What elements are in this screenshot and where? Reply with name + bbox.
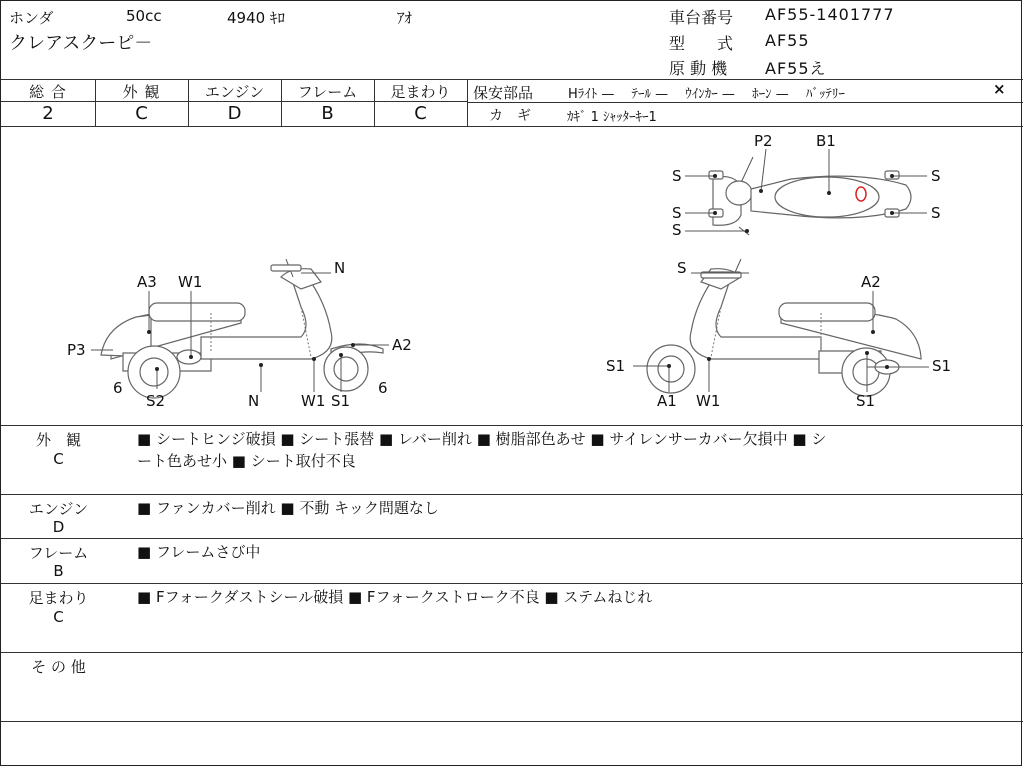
grade-engine-value: D <box>227 103 242 124</box>
top-view-scooter <box>709 157 911 235</box>
label-right-w1: W1 <box>696 392 721 410</box>
divider <box>467 102 1023 103</box>
divider <box>1 652 1023 653</box>
battery-mark: × <box>993 80 1006 98</box>
label-left-6b: 6 <box>378 379 388 397</box>
label-left-s1: S1 <box>331 392 351 410</box>
section-engine-line1: ■ ファンカバー削れ ■ 不動 キック問題なし <box>137 499 439 517</box>
displacement: 50cc <box>126 7 162 25</box>
label-left-w1: W1 <box>178 273 203 291</box>
type-label: 型 式 <box>669 34 734 53</box>
label-top-b1: B1 <box>816 132 836 150</box>
section-suspension-grade: C <box>53 608 64 626</box>
grade-exterior-label: 外 観 <box>122 83 161 101</box>
divider <box>1 583 1023 584</box>
mileage: 4940 ｷﾛ <box>227 9 285 27</box>
section-engine-grade: D <box>52 518 65 536</box>
safety-items: Hﾗｲﾄ — ﾃｰﾙ — ｳｲﾝｶｰ — ﾎｰﾝ — ﾊﾞｯﾃﾘｰ <box>568 87 845 102</box>
label-left-n: N <box>334 259 346 277</box>
label-left-w1b: W1 <box>301 392 326 410</box>
section-exterior-line1: ■ シートヒンジ破損 ■ シート張替 ■ レバー削れ ■ 樹脂部色あせ ■ サイレンサーカバー欠損中 ■ シ <box>137 430 827 448</box>
divider <box>1 79 1023 80</box>
label-top-s2: S <box>672 204 682 222</box>
label-right-a1: A1 <box>657 392 677 410</box>
type-value: AF55 <box>765 31 810 50</box>
divider <box>1 425 1023 426</box>
section-suspension-line1: ■ Fフォークダストシール破損 ■ Fフォークストローク不良 ■ ステムねじれ <box>137 588 653 606</box>
label-right-a2: A2 <box>861 273 881 291</box>
color: ｱｵ <box>397 9 413 27</box>
label-top-s3: S <box>672 221 682 239</box>
key-value: ｶｷﾞ 1 ｼｬｯﾀｰｷｰ1 <box>567 110 657 125</box>
section-frame-grade: B <box>53 562 64 580</box>
grade-frame-label: フレーム <box>297 83 358 101</box>
section-suspension-label: 足まわり <box>28 589 89 607</box>
label-left-6a: 6 <box>113 379 123 397</box>
label-left-a3: A3 <box>137 273 157 291</box>
damage-diagram <box>1 127 1023 427</box>
safety-label: 保安部品 <box>473 84 534 102</box>
grade-suspension-value: C <box>414 103 427 124</box>
section-other-label: そ の 他 <box>31 658 86 676</box>
label-top-s4: S <box>931 167 941 185</box>
grade-engine-label: エンジン <box>204 83 265 101</box>
grade-exterior-value: C <box>135 103 148 124</box>
section-exterior-label: 外 観 <box>35 431 81 449</box>
label-left-n2: N <box>248 392 260 410</box>
grade-suspension-label: 足まわり <box>390 83 451 101</box>
frame-no-label: 車台番号 <box>669 8 734 27</box>
engine-value: AF55え <box>765 59 827 78</box>
label-right-s: S <box>677 259 687 277</box>
section-exterior-line2: ート色あせ小 ■ シート取付不良 <box>137 452 356 470</box>
label-top-s1: S <box>672 167 682 185</box>
frame-no: AF55-1401777 <box>765 5 895 24</box>
label-right-s1a: S1 <box>606 357 626 375</box>
label-right-s1b: S1 <box>932 357 952 375</box>
grade-total-label: 総 合 <box>29 83 67 101</box>
section-frame-line1: ■ フレームさび中 <box>137 543 261 561</box>
grade-frame-value: B <box>321 103 334 124</box>
label-right-s1c: S1 <box>856 392 876 410</box>
section-frame-label: フレーム <box>28 544 89 562</box>
key-label: カ ギ <box>489 108 531 124</box>
engine-label: 原 動 機 <box>669 59 728 78</box>
section-exterior-grade: C <box>53 450 64 468</box>
label-left-a2: A2 <box>392 336 412 354</box>
label-top-p2: P2 <box>754 132 773 150</box>
label-left-s2: S2 <box>146 392 166 410</box>
maker: ホンダ <box>9 9 54 27</box>
grade-total-value: 2 <box>42 103 54 124</box>
divider <box>467 79 468 126</box>
divider <box>1 494 1023 495</box>
section-engine-label: エンジン <box>28 500 89 518</box>
label-left-p3: P3 <box>67 341 86 359</box>
divider <box>1 721 1023 722</box>
model-name: クレアスクーピ－ <box>9 33 153 54</box>
label-top-s5: S <box>931 204 941 222</box>
divider <box>1 538 1023 539</box>
